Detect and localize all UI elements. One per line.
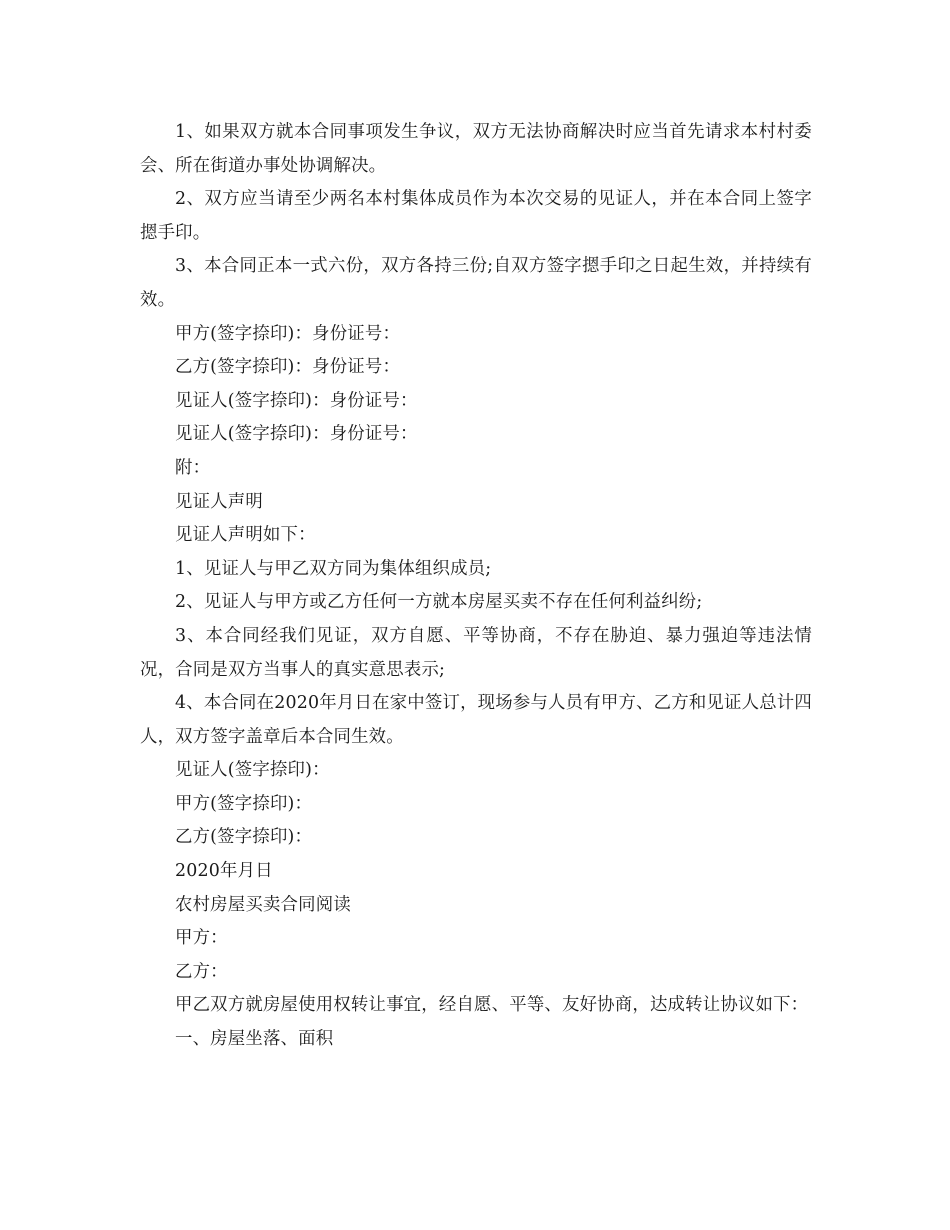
signature-line-party-a: 甲方(签字捺印)：身份证号： xyxy=(175,323,401,344)
signature-line-party-b: 乙方(签字捺印)：身份证号： xyxy=(175,357,401,378)
appendix-label: 附： xyxy=(175,457,211,478)
second-contract-preamble: 甲乙双方就房屋使用权转让事宜，经自愿、平等、友好协商，达成转让协议如下： xyxy=(175,995,809,1016)
witness-statement-item-3: 3、本合同经我们见证，双方自愿、平等协商，不存在胁迫、暴力强迫等违法情况，合同是双方当事人的真实意思表示; xyxy=(140,625,812,680)
second-contract-party-a: 甲方： xyxy=(175,928,228,949)
witness-statement-item-1: 1、见证人与甲乙双方同为集体组织成员; xyxy=(175,558,492,579)
second-contract-title: 农村房屋买卖合同阅读 xyxy=(175,894,351,915)
signature-line-witness-1: 见证人(签字捺印)：身份证号： xyxy=(175,390,418,411)
signature-date: 2020年月日 xyxy=(175,861,273,882)
section-heading-location-area: 一、房屋坐落、面积 xyxy=(175,1029,334,1050)
clause-dispute-resolution: 1、如果双方就本合同事项发生争议，双方无法协商解决时应当首先请求本村村委会、所在街道办事处协调解决。 xyxy=(140,122,812,176)
witness-statement-intro: 见证人声明如下： xyxy=(175,525,316,546)
signature-witness: 见证人(签字捺印)： xyxy=(175,760,330,781)
witness-statement-item-4: 4、本合同在2020年月日在家中签订，现场参与人员有甲方、乙方和见证人总计四人，双方签字盖章后本合同生效。 xyxy=(140,693,812,747)
second-contract-party-b: 乙方： xyxy=(175,961,228,982)
witness-statement-title: 见证人声明 xyxy=(175,491,263,512)
clause-copies-effective: 3、本合同正本一式六份，双方各持三份;自双方签字摁手印之日起生效，并持续有效。 xyxy=(140,256,812,310)
document-body xyxy=(140,116,812,1057)
witness-statement-item-2: 2、见证人与甲方或乙方任何一方就本房屋买卖不存在任何利益纠纷; xyxy=(175,592,703,613)
clause-witnesses: 2、双方应当请至少两名本村集体成员作为本次交易的见证人，并在本合同上签字摁手印。 xyxy=(140,189,812,243)
signature-line-witness-2: 见证人(签字捺印)：身份证号： xyxy=(175,424,418,445)
signature-party-b: 乙方(签字捺印)： xyxy=(175,827,313,848)
signature-party-a: 甲方(签字捺印)： xyxy=(175,793,313,814)
